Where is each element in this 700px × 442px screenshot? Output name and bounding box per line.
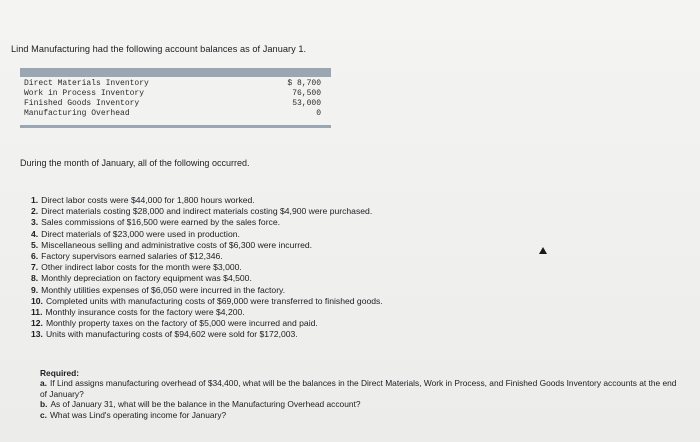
item-number: 9. bbox=[31, 284, 39, 295]
item-number: 1. bbox=[31, 195, 39, 205]
item-text: If Lind assigns manufacturing overhead of $34,400, what will be the balances in the Direct Materials, Work in Process, and Finished Goods Inventory accounts at the end of January? bbox=[40, 378, 677, 399]
item-number: 12. bbox=[31, 318, 43, 329]
item-text: Other indirect labor costs for the month were $3,000. bbox=[41, 262, 242, 273]
item-number: 4. bbox=[31, 228, 39, 239]
item-text: Completed units with manufacturing costs of $69,000 were transferred to finished goods. bbox=[45, 295, 383, 306]
account-balances-table bbox=[20, 68, 331, 126]
item-number: 3. bbox=[31, 217, 39, 228]
required-item bbox=[40, 399, 680, 409]
account-name: Finished Goods Inventory bbox=[24, 99, 140, 108]
item-label: a. bbox=[40, 378, 47, 389]
list-item bbox=[31, 296, 383, 307]
item-number: 6. bbox=[31, 251, 39, 262]
item-text: Monthly property taxes on the factory of $5,000 were incurred and paid. bbox=[45, 318, 318, 329]
table-header-bar bbox=[20, 68, 331, 77]
required-item bbox=[40, 378, 680, 399]
account-row bbox=[24, 109, 331, 120]
list-item bbox=[31, 262, 383, 273]
item-text: Direct labor costs were $44,000 for 1,800 hours worked. bbox=[41, 195, 255, 205]
item-text: Miscellaneous selling and administrative costs of $6,300 were incurred. bbox=[41, 239, 313, 250]
item-text: Sales commissions of $16,500 were earned by the sales force. bbox=[41, 217, 281, 228]
item-text: Factory supervisors earned salaries of $12,346. bbox=[41, 251, 223, 262]
account-name: Work in Process Inventory bbox=[24, 89, 145, 98]
account-value: 0 bbox=[316, 109, 321, 118]
item-text: Monthly insurance costs for the factory were $4,200. bbox=[45, 307, 245, 318]
item-number: 8. bbox=[31, 273, 39, 284]
list-item bbox=[31, 318, 383, 329]
list-item bbox=[31, 217, 383, 228]
item-text: What was Lind's operating income for January? bbox=[50, 409, 227, 420]
list-item bbox=[31, 240, 383, 251]
events-list bbox=[31, 195, 383, 341]
list-item bbox=[31, 307, 383, 318]
account-value: 53,000 bbox=[292, 99, 321, 108]
list-item bbox=[31, 285, 383, 296]
item-number: 11. bbox=[31, 307, 43, 318]
item-number: 13. bbox=[31, 329, 43, 340]
mouse-cursor-icon bbox=[539, 247, 547, 254]
list-item bbox=[31, 195, 383, 206]
item-label: c. bbox=[40, 409, 47, 420]
list-item bbox=[31, 206, 383, 217]
list-item bbox=[31, 273, 383, 284]
table-footer-bar bbox=[20, 125, 331, 128]
item-number: 7. bbox=[31, 262, 39, 273]
item-text: Direct materials costing $28,000 and indirect materials costing $4,900 were purchased. bbox=[41, 206, 373, 217]
account-value: $ 8,700 bbox=[287, 79, 321, 88]
item-text: As of January 31, what will be the balance in the Manufacturing Overhead account? bbox=[50, 399, 361, 410]
item-label: b. bbox=[40, 399, 48, 410]
events-lead-text: During the month of January, all of the following occurred. bbox=[20, 158, 250, 168]
required-section bbox=[40, 368, 680, 420]
required-heading: Required: bbox=[40, 368, 80, 378]
list-item bbox=[31, 229, 383, 240]
list-item bbox=[31, 329, 383, 340]
item-text: Direct materials of $23,000 were used in production. bbox=[41, 228, 240, 239]
required-item bbox=[40, 410, 680, 420]
item-text: Units with manufacturing costs of $94,602 were sold for $172,003. bbox=[45, 329, 298, 340]
item-number: 5. bbox=[31, 239, 39, 250]
account-name: Direct Materials Inventory bbox=[24, 79, 149, 88]
list-item bbox=[31, 251, 383, 262]
item-number: 2. bbox=[31, 206, 39, 217]
item-text: Monthly depreciation on factory equipment was $4,500. bbox=[41, 273, 252, 284]
account-name: Manufacturing Overhead bbox=[24, 109, 130, 118]
account-value: 76,500 bbox=[292, 89, 321, 98]
item-number: 10. bbox=[31, 295, 43, 306]
intro-text: Lind Manufacturing had the following account balances as of January 1. bbox=[11, 44, 307, 54]
item-text: Monthly utilities expenses of $6,050 were incurred in the factory. bbox=[41, 284, 286, 295]
